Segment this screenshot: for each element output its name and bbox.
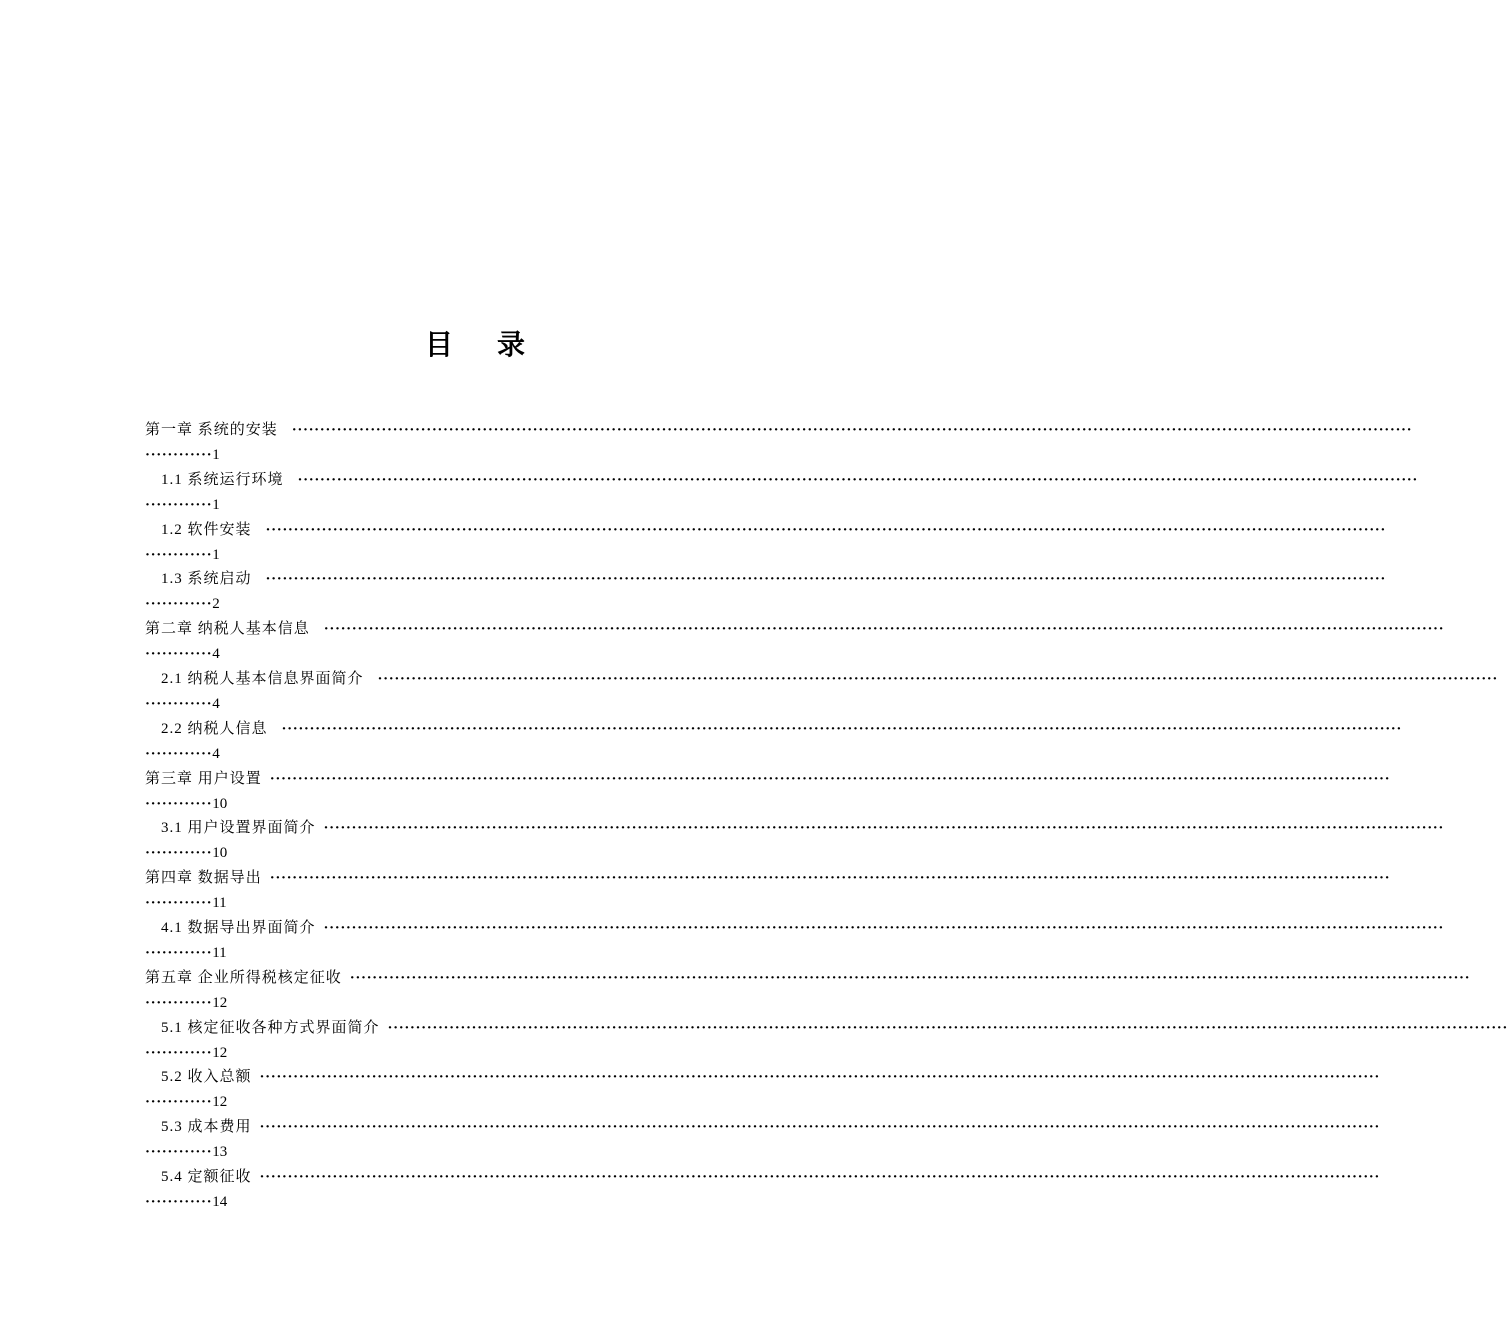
toc-page-number: 12 [212, 1094, 228, 1111]
toc-dot-leader: ········································································································································································································ [281, 720, 1403, 737]
toc-dot-leader-continued: ············ [145, 496, 213, 513]
toc-entry-label: 第三章 用户设置 [145, 770, 262, 787]
toc-entry-label: 3.1 用户设置界面简介 [161, 820, 316, 837]
toc-entry-label: 2.2 纳税人信息 [161, 720, 268, 737]
toc-entry-label: 4.1 数据导出界面简介 [161, 919, 316, 936]
toc-page-number: 14 [212, 1193, 228, 1210]
toc-entry-label: 第四章 数据导出 [145, 870, 262, 887]
toc-dot-leader: ········································································································································································································ [259, 1119, 1381, 1136]
toc-page-number: 4 [212, 745, 220, 762]
toc-dot-leader-continued: ············ [145, 646, 213, 663]
toc-dot-leader-continued: ············ [145, 994, 213, 1011]
toc-entry[interactable] [145, 667, 1499, 717]
toc-dot-leader: ········································································································································································································ [265, 521, 1387, 538]
toc-dot-leader-continued: ············ [145, 1094, 213, 1111]
toc-page-number: 10 [212, 845, 228, 862]
toc-entry[interactable] [145, 767, 1391, 817]
toc-dot-leader: ········································································································································································································ [387, 1019, 1508, 1036]
toc-dot-leader-continued: ············ [145, 745, 213, 762]
toc-dot-leader-continued: ············ [145, 1044, 213, 1061]
toc-page-number: 12 [212, 994, 228, 1011]
toc-dot-leader-continued: ············ [145, 895, 213, 912]
toc-entry[interactable] [145, 916, 1445, 966]
toc-dot-leader: ········································································································································································································ [377, 670, 1499, 687]
toc-entry[interactable] [145, 1016, 1508, 1066]
toc-entry-label: 5.4 定额征收 [161, 1168, 252, 1185]
toc-page-number: 2 [212, 596, 220, 613]
toc-page-number: 11 [212, 944, 227, 961]
toc-entry-label: 5.2 收入总额 [161, 1069, 252, 1086]
toc-entry[interactable] [145, 418, 1413, 468]
toc-entry-label: 第一章 系统的安装 [145, 422, 278, 438]
toc-page-number: 4 [212, 695, 220, 712]
title-char-2: 录 [497, 330, 526, 361]
toc-dot-leader: ········································································································································································································ [265, 571, 1387, 588]
toc-dot-leader-continued: ············ [145, 1193, 213, 1210]
toc-entry-label: 1.1 系统运行环境 [161, 471, 284, 488]
toc-dot-leader-continued: ············ [145, 944, 213, 961]
toc-entry[interactable] [145, 866, 1391, 916]
toc-dot-leader-continued: ············ [145, 845, 213, 862]
toc-dot-leader: ········································································································································································································ [297, 471, 1419, 488]
toc-page-number: 12 [212, 1044, 228, 1061]
toc-entry-label: 1.3 系统启动 [161, 571, 252, 588]
toc-entry[interactable] [145, 617, 1445, 667]
toc-dot-leader-continued: ············ [145, 447, 213, 463]
toc-entry[interactable] [145, 816, 1445, 866]
toc-entry[interactable] [145, 518, 1387, 568]
toc-dot-leader: ········································································································································································································ [259, 1069, 1381, 1086]
toc-page-number: 1 [212, 496, 220, 513]
toc-dot-leader: ········································································································································································································ [259, 1168, 1381, 1185]
toc-page-number: 13 [212, 1144, 228, 1161]
toc-page-number: 1 [212, 546, 220, 563]
toc-entry-label: 5.1 核定征收各种方式界面简介 [161, 1019, 380, 1036]
toc-entry[interactable] [145, 966, 1471, 1016]
toc-dot-leader: ········································································································································································································ [269, 770, 1391, 787]
toc-entry[interactable] [145, 1165, 1381, 1215]
toc-dot-leader: ········································································································································································································ [323, 820, 1445, 837]
toc-page-number: 1 [212, 447, 220, 463]
toc-entry[interactable] [145, 567, 1387, 617]
toc-dot-leader: ········································································································································································································ [349, 969, 1471, 986]
toc-dot-leader-continued: ············ [145, 1144, 213, 1161]
toc-page-number: 11 [212, 895, 227, 912]
title-char-1: 目 [424, 330, 453, 361]
toc-dot-leader-continued: ············ [145, 795, 213, 812]
toc-dot-leader: ········································································································································································································ [269, 870, 1391, 887]
page-title [0, 326, 950, 366]
toc-entry-label: 2.1 纳税人基本信息界面简介 [161, 670, 364, 687]
toc-entry-label: 5.3 成本费用 [161, 1119, 252, 1136]
toc-page-number: 10 [212, 795, 228, 812]
toc-dot-leader: ········································································································································································································ [323, 919, 1445, 936]
toc-entry[interactable] [145, 717, 1403, 767]
toc-entry[interactable] [145, 468, 1419, 518]
table-of-contents [145, 418, 1508, 1215]
toc-entry[interactable] [145, 1065, 1381, 1115]
toc-page-number: 4 [212, 646, 220, 663]
toc-entry-label: 第五章 企业所得税核定征收 [145, 969, 342, 986]
toc-dot-leader-continued: ············ [145, 596, 213, 613]
toc-entry[interactable] [145, 1115, 1381, 1165]
toc-entry-label: 第二章 纳税人基本信息 [145, 621, 310, 638]
toc-dot-leader: ········································································································································································································ [323, 621, 1445, 638]
toc-entry-label: 1.2 软件安装 [161, 521, 252, 538]
toc-dot-leader-continued: ············ [145, 546, 213, 563]
toc-dot-leader: ········································································································································································································ [291, 422, 1413, 438]
toc-dot-leader-continued: ············ [145, 695, 213, 712]
